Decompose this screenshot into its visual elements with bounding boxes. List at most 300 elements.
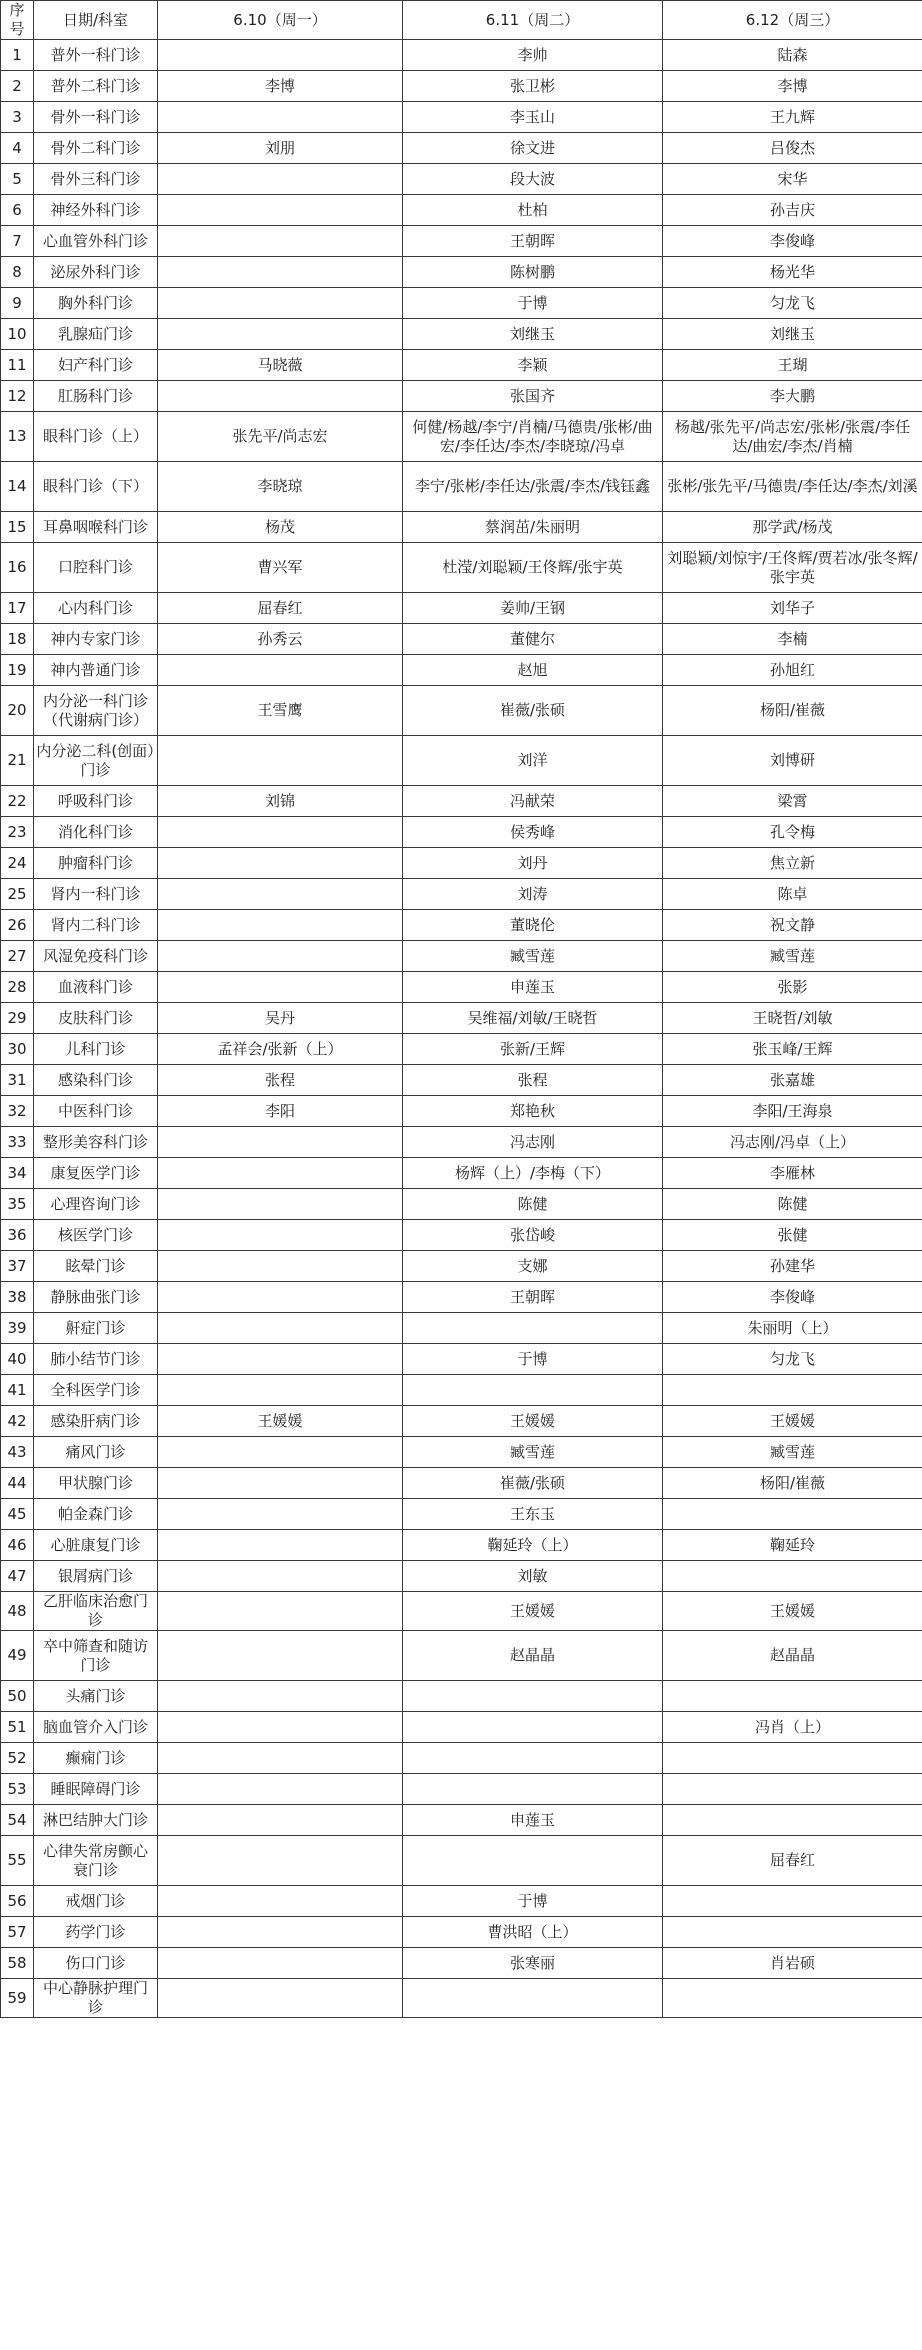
doctor-day-1-cell [158,1948,403,1979]
row-number-cell: 1 [1,40,34,71]
doctor-day-3-cell [663,1917,922,1948]
table-row [1,512,922,543]
doctor-day-2-cell: 张岱峻 [403,1220,663,1251]
doctor-day-2-cell [403,1774,663,1805]
doctor-day-3-cell: 梁霄 [663,786,922,817]
table-row [1,319,922,350]
doctor-day-2-cell: 曹洪昭（上） [403,1917,663,1948]
row-number-cell: 25 [1,879,34,910]
table-row [1,381,922,412]
doctor-day-3-cell: 张彬/张先平/马德贵/李任达/李杰/刘溪 [663,462,922,512]
row-number-cell: 31 [1,1065,34,1096]
table-row [1,1917,922,1948]
doctor-day-2-cell: 董健尔 [403,624,663,655]
doctor-day-1-cell: 张程 [158,1065,403,1096]
doctor-day-3-cell: 屈春红 [663,1836,922,1886]
department-cell: 中心静脉护理门诊 [34,1979,158,2018]
doctor-day-1-cell [158,1468,403,1499]
table-row [1,1979,922,2018]
department-cell: 胸外科门诊 [34,288,158,319]
doctor-day-1-cell [158,288,403,319]
doctor-day-1-cell [158,1499,403,1530]
doctor-day-1-cell [158,655,403,686]
doctor-day-2-cell: 王媛媛 [403,1406,663,1437]
table-row [1,71,922,102]
schedule-body [1,40,922,2018]
doctor-day-2-cell: 吴维福/刘敏/王晓哲 [403,1003,663,1034]
row-number-cell: 35 [1,1189,34,1220]
doctor-day-3-cell: 匀龙飞 [663,288,922,319]
doctor-day-3-cell [663,1979,922,2018]
row-number-cell: 36 [1,1220,34,1251]
row-number-cell: 30 [1,1034,34,1065]
table-row [1,1743,922,1774]
department-cell: 口腔科门诊 [34,543,158,593]
department-cell: 眼科门诊（上） [34,412,158,462]
department-cell: 妇产科门诊 [34,350,158,381]
doctor-day-2-cell: 张新/王辉 [403,1034,663,1065]
row-number-cell: 10 [1,319,34,350]
doctor-day-1-cell [158,1979,403,2018]
table-row [1,1530,922,1561]
row-number-cell: 42 [1,1406,34,1437]
row-number-cell: 3 [1,102,34,133]
doctor-day-2-cell: 刘丹 [403,848,663,879]
doctor-day-1-cell [158,1158,403,1189]
doctor-day-2-cell: 王朝晖 [403,1282,663,1313]
doctor-day-2-cell [403,1313,663,1344]
department-cell: 感染科门诊 [34,1065,158,1096]
doctor-day-1-cell [158,736,403,786]
doctor-day-1-cell [158,102,403,133]
header-date-1: 6.10（周一） [158,1,403,40]
doctor-day-3-cell: 李俊峰 [663,226,922,257]
table-row [1,879,922,910]
row-number-cell: 21 [1,736,34,786]
department-cell: 戒烟门诊 [34,1886,158,1917]
department-cell: 眼科门诊（下） [34,462,158,512]
table-row [1,412,922,462]
department-cell: 头痛门诊 [34,1681,158,1712]
table-row [1,1836,922,1886]
table-row [1,1344,922,1375]
doctor-day-1-cell [158,319,403,350]
doctor-day-1-cell: 李博 [158,71,403,102]
doctor-day-1-cell [158,941,403,972]
doctor-day-2-cell: 张寒丽 [403,1948,663,1979]
row-number-cell: 57 [1,1917,34,1948]
doctor-day-3-cell: 陈健 [663,1189,922,1220]
row-number-cell: 5 [1,164,34,195]
department-cell: 核医学门诊 [34,1220,158,1251]
table-row [1,288,922,319]
department-cell: 肾内二科门诊 [34,910,158,941]
table-row [1,686,922,736]
department-cell: 鼾症门诊 [34,1313,158,1344]
table-row [1,655,922,686]
row-number-cell: 43 [1,1437,34,1468]
department-cell: 脑血管介入门诊 [34,1712,158,1743]
doctor-day-2-cell: 张国齐 [403,381,663,412]
doctor-day-2-cell [403,1836,663,1886]
row-number-cell: 12 [1,381,34,412]
doctor-day-3-cell: 朱丽明（上） [663,1313,922,1344]
department-cell: 风湿免疫科门诊 [34,941,158,972]
table-row [1,1681,922,1712]
row-number-cell: 54 [1,1805,34,1836]
doctor-day-3-cell: 张玉峰/王辉 [663,1034,922,1065]
row-number-cell: 7 [1,226,34,257]
table-row [1,1034,922,1065]
doctor-day-2-cell: 李帅 [403,40,663,71]
doctor-day-3-cell: 杨阳/崔薇 [663,1468,922,1499]
department-cell: 肾内一科门诊 [34,879,158,910]
doctor-day-1-cell: 屈春红 [158,593,403,624]
row-number-cell: 45 [1,1499,34,1530]
department-cell: 呼吸科门诊 [34,786,158,817]
doctor-day-2-cell: 杨辉（上）/李梅（下） [403,1158,663,1189]
doctor-day-1-cell [158,1344,403,1375]
doctor-day-1-cell [158,1220,403,1251]
department-cell: 神经外科门诊 [34,195,158,226]
doctor-day-2-cell: 鞠延玲（上） [403,1530,663,1561]
doctor-day-3-cell: 陈卓 [663,879,922,910]
row-number-cell: 27 [1,941,34,972]
doctor-day-1-cell: 吴丹 [158,1003,403,1034]
table-row [1,1127,922,1158]
row-number-cell: 17 [1,593,34,624]
row-number-cell: 40 [1,1344,34,1375]
doctor-day-2-cell: 赵晶晶 [403,1631,663,1681]
row-number-cell: 19 [1,655,34,686]
row-number-cell: 13 [1,412,34,462]
header-dept: 日期/科室 [34,1,158,40]
doctor-day-1-cell [158,879,403,910]
row-number-cell: 47 [1,1561,34,1592]
doctor-day-1-cell [158,1917,403,1948]
department-cell: 眩晕门诊 [34,1251,158,1282]
doctor-day-1-cell [158,257,403,288]
department-cell: 静脉曲张门诊 [34,1282,158,1313]
doctor-day-2-cell: 董晓伦 [403,910,663,941]
doctor-day-3-cell: 李俊峰 [663,1282,922,1313]
row-number-cell: 9 [1,288,34,319]
department-cell: 普外一科门诊 [34,40,158,71]
doctor-day-1-cell [158,1251,403,1282]
row-number-cell: 6 [1,195,34,226]
table-row [1,1065,922,1096]
doctor-day-3-cell: 李雁林 [663,1158,922,1189]
doctor-day-2-cell: 李玉山 [403,102,663,133]
table-row [1,736,922,786]
department-cell: 甲状腺门诊 [34,1468,158,1499]
department-cell: 淋巴结肿大门诊 [34,1805,158,1836]
row-number-cell: 20 [1,686,34,736]
doctor-day-2-cell: 张卫彬 [403,71,663,102]
table-row [1,1220,922,1251]
table-row [1,1313,922,1344]
doctor-day-2-cell: 蔡润茁/朱丽明 [403,512,663,543]
table-row [1,1948,922,1979]
doctor-day-3-cell: 刘继玉 [663,319,922,350]
doctor-day-3-cell: 鞠延玲 [663,1530,922,1561]
doctor-day-3-cell: 肖岩硕 [663,1948,922,1979]
row-number-cell: 56 [1,1886,34,1917]
doctor-day-3-cell: 孙建华 [663,1251,922,1282]
table-row [1,941,922,972]
department-cell: 神内专家门诊 [34,624,158,655]
department-cell: 全科医学门诊 [34,1375,158,1406]
row-number-cell: 8 [1,257,34,288]
doctor-day-1-cell [158,1743,403,1774]
doctor-day-1-cell [158,226,403,257]
department-cell: 感染肝病门诊 [34,1406,158,1437]
doctor-day-1-cell: 曹兴军 [158,543,403,593]
department-cell: 心理咨询门诊 [34,1189,158,1220]
doctor-day-1-cell [158,1681,403,1712]
doctor-day-2-cell: 于博 [403,1344,663,1375]
doctor-day-3-cell [663,1743,922,1774]
table-row [1,257,922,288]
doctor-day-3-cell: 王媛媛 [663,1406,922,1437]
doctor-day-2-cell: 侯秀峰 [403,817,663,848]
doctor-day-2-cell: 杜柏 [403,195,663,226]
row-number-cell: 4 [1,133,34,164]
row-number-cell: 2 [1,71,34,102]
doctor-day-3-cell [663,1681,922,1712]
doctor-day-3-cell: 王媛媛 [663,1592,922,1631]
doctor-day-1-cell [158,1712,403,1743]
doctor-day-2-cell: 刘涛 [403,879,663,910]
row-number-cell: 59 [1,1979,34,2018]
table-row [1,350,922,381]
department-cell: 药学门诊 [34,1917,158,1948]
doctor-day-1-cell [158,910,403,941]
department-cell: 消化科门诊 [34,817,158,848]
header-date-2: 6.11（周二） [403,1,663,40]
department-cell: 骨外二科门诊 [34,133,158,164]
doctor-day-2-cell [403,1979,663,2018]
doctor-day-3-cell [663,1886,922,1917]
row-number-cell: 34 [1,1158,34,1189]
doctor-day-1-cell [158,1437,403,1468]
department-cell: 痛风门诊 [34,1437,158,1468]
doctor-day-2-cell: 崔薇/张硕 [403,686,663,736]
doctor-day-2-cell [403,1375,663,1406]
doctor-day-3-cell: 张影 [663,972,922,1003]
department-cell: 皮肤科门诊 [34,1003,158,1034]
doctor-day-3-cell: 刘华子 [663,593,922,624]
table-row [1,1282,922,1313]
row-number-cell: 15 [1,512,34,543]
doctor-day-1-cell [158,164,403,195]
doctor-day-1-cell [158,1631,403,1681]
doctor-day-3-cell: 李阳/王海泉 [663,1096,922,1127]
doctor-day-1-cell [158,1592,403,1631]
doctor-day-3-cell: 臧雪莲 [663,1437,922,1468]
table-row [1,1251,922,1282]
table-row [1,1468,922,1499]
table-row [1,102,922,133]
doctor-day-2-cell: 于博 [403,1886,663,1917]
row-number-cell: 55 [1,1836,34,1886]
row-number-cell: 50 [1,1681,34,1712]
doctor-day-2-cell: 于博 [403,288,663,319]
doctor-day-3-cell: 冯肖（上） [663,1712,922,1743]
doctor-day-2-cell [403,1743,663,1774]
doctor-day-3-cell: 杨光华 [663,257,922,288]
table-row [1,1096,922,1127]
department-cell: 伤口门诊 [34,1948,158,1979]
table-row [1,817,922,848]
department-cell: 心内科门诊 [34,593,158,624]
row-number-cell: 24 [1,848,34,879]
doctor-day-2-cell: 徐文进 [403,133,663,164]
doctor-day-3-cell: 赵晶晶 [663,1631,922,1681]
doctor-day-2-cell [403,1712,663,1743]
doctor-day-1-cell [158,1774,403,1805]
department-cell: 心律失常房颤心衰门诊 [34,1836,158,1886]
doctor-day-3-cell [663,1774,922,1805]
row-number-cell: 41 [1,1375,34,1406]
doctor-day-3-cell: 臧雪莲 [663,941,922,972]
doctor-day-2-cell: 冯志刚 [403,1127,663,1158]
row-number-cell: 51 [1,1712,34,1743]
department-cell: 卒中筛查和随访门诊 [34,1631,158,1681]
row-number-cell: 33 [1,1127,34,1158]
department-cell: 帕金森门诊 [34,1499,158,1530]
doctor-day-1-cell: 马晓薇 [158,350,403,381]
doctor-day-2-cell: 支娜 [403,1251,663,1282]
table-row [1,1805,922,1836]
table-row [1,1189,922,1220]
doctor-day-1-cell: 孙秀云 [158,624,403,655]
doctor-day-1-cell: 王媛媛 [158,1406,403,1437]
doctor-day-1-cell [158,195,403,226]
doctor-day-2-cell: 刘继玉 [403,319,663,350]
department-cell: 骨外一科门诊 [34,102,158,133]
doctor-day-3-cell: 孔令梅 [663,817,922,848]
doctor-day-2-cell: 杜滢/刘聪颖/王佟辉/张宇英 [403,543,663,593]
row-number-cell: 48 [1,1592,34,1631]
doctor-day-3-cell: 吕俊杰 [663,133,922,164]
doctor-day-3-cell: 孙旭红 [663,655,922,686]
doctor-day-2-cell: 王东玉 [403,1499,663,1530]
doctor-day-1-cell [158,1836,403,1886]
doctor-day-3-cell: 李大鹏 [663,381,922,412]
row-number-cell: 22 [1,786,34,817]
doctor-day-2-cell: 崔薇/张硕 [403,1468,663,1499]
doctor-day-3-cell: 宋华 [663,164,922,195]
doctor-day-1-cell: 孟祥会/张新（上） [158,1034,403,1065]
doctor-day-2-cell: 张程 [403,1065,663,1096]
department-cell: 乙肝临床治愈门诊 [34,1592,158,1631]
department-cell: 整形美容科门诊 [34,1127,158,1158]
doctor-day-2-cell: 李颖 [403,350,663,381]
doctor-day-1-cell [158,1282,403,1313]
department-cell: 中医科门诊 [34,1096,158,1127]
table-row [1,910,922,941]
doctor-day-3-cell: 杨阳/崔薇 [663,686,922,736]
doctor-day-3-cell: 王晓哲/刘敏 [663,1003,922,1034]
doctor-day-2-cell: 冯献荣 [403,786,663,817]
doctor-day-1-cell [158,1886,403,1917]
row-number-cell: 32 [1,1096,34,1127]
table-row [1,462,922,512]
header-date-3: 6.12（周三） [663,1,922,40]
doctor-day-1-cell [158,381,403,412]
doctor-day-1-cell [158,1375,403,1406]
table-row [1,1561,922,1592]
doctor-day-2-cell [403,1681,663,1712]
doctor-day-3-cell: 张健 [663,1220,922,1251]
department-cell: 睡眠障碍门诊 [34,1774,158,1805]
table-row [1,164,922,195]
doctor-day-2-cell: 刘敏 [403,1561,663,1592]
row-number-cell: 52 [1,1743,34,1774]
doctor-day-1-cell [158,1127,403,1158]
department-cell: 儿科门诊 [34,1034,158,1065]
doctor-day-3-cell: 孙吉庆 [663,195,922,226]
table-row [1,226,922,257]
doctor-day-3-cell: 李楠 [663,624,922,655]
doctor-day-3-cell: 祝文静 [663,910,922,941]
doctor-day-3-cell: 匀龙飞 [663,1344,922,1375]
doctor-day-2-cell: 何健/杨越/李宁/肖楠/马德贵/张彬/曲宏/李任达/李杰/李晓琼/冯卓 [403,412,663,462]
doctor-day-3-cell: 那学武/杨茂 [663,512,922,543]
table-row [1,195,922,226]
row-number-cell: 26 [1,910,34,941]
table-row [1,848,922,879]
doctor-day-2-cell: 申莲玉 [403,1805,663,1836]
doctor-day-2-cell: 申莲玉 [403,972,663,1003]
doctor-day-1-cell [158,1805,403,1836]
doctor-day-1-cell: 刘锦 [158,786,403,817]
doctor-day-1-cell: 王雪鹰 [158,686,403,736]
department-cell: 癫痫门诊 [34,1743,158,1774]
department-cell: 内分泌二科(创面）门诊 [34,736,158,786]
department-cell: 乳腺疝门诊 [34,319,158,350]
doctor-day-1-cell [158,40,403,71]
row-number-cell: 14 [1,462,34,512]
table-row [1,1003,922,1034]
doctor-day-3-cell [663,1561,922,1592]
table-row [1,593,922,624]
department-cell: 神内普通门诊 [34,655,158,686]
doctor-day-2-cell: 臧雪莲 [403,941,663,972]
doctor-day-2-cell: 段大波 [403,164,663,195]
row-number-cell: 53 [1,1774,34,1805]
header-no: 序号 [1,1,34,40]
doctor-day-2-cell: 王朝晖 [403,226,663,257]
header-row [1,1,922,40]
table-row [1,1886,922,1917]
row-number-cell: 38 [1,1282,34,1313]
table-row [1,1592,922,1631]
doctor-day-3-cell: 王瑚 [663,350,922,381]
doctor-day-1-cell [158,972,403,1003]
doctor-day-3-cell: 冯志刚/冯卓（上） [663,1127,922,1158]
row-number-cell: 39 [1,1313,34,1344]
department-cell: 普外二科门诊 [34,71,158,102]
doctor-day-3-cell: 陆森 [663,40,922,71]
doctor-day-3-cell: 杨越/张先平/尚志宏/张彬/张震/李任达/曲宏/李杰/肖楠 [663,412,922,462]
doctor-day-1-cell: 杨茂 [158,512,403,543]
table-row [1,1712,922,1743]
doctor-day-1-cell [158,848,403,879]
doctor-day-2-cell: 姜帅/王钢 [403,593,663,624]
doctor-day-1-cell: 刘朋 [158,133,403,164]
